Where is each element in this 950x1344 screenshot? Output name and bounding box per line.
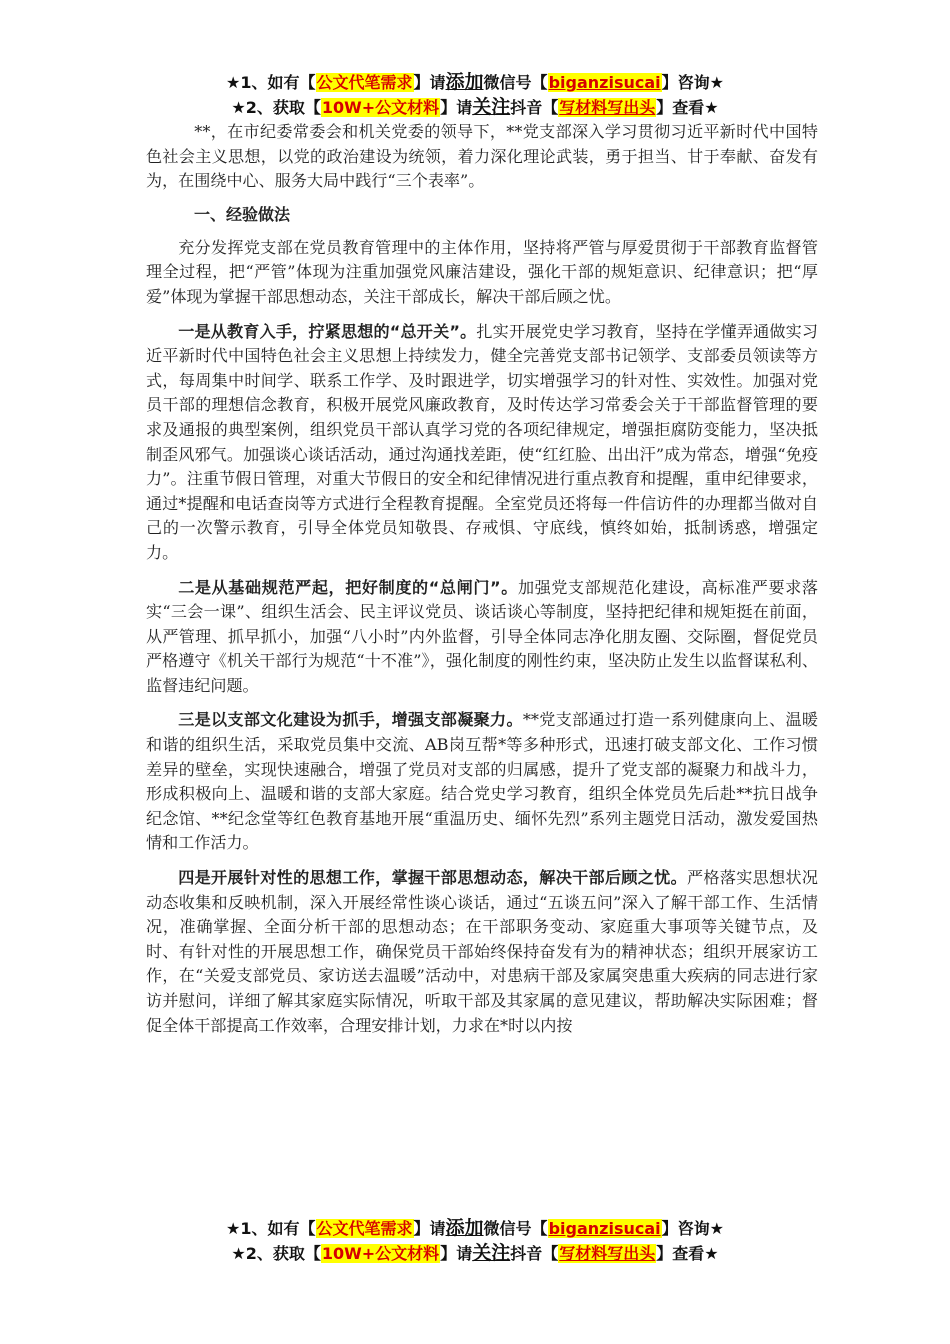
promo-text: 微信号【 <box>483 73 548 92</box>
point-text: **党支部通过打造一系列健康向上、温暖和谐的组织生活，采取党员集中交流、AB岗互帮*等多种形式，迅速打破支部文化、工作习惯差异的壁垒，实现快速融合，增强了党员对支部的归属感，提升了党支部的凝聚力和战斗力，形成积极向上、温暖和谐的支部大家庭。结合党史学习教育，组织全体党员先后赴**抗日战争纪念馆、**纪念堂等红色教育基地开展“重温历史、缅怀先烈”系列主题党日活动，激发爱国热情和工作活力。 <box>146 710 819 853</box>
promo-text: 】咨询★ <box>661 73 724 92</box>
point-paragraph-4 <box>146 866 818 1038</box>
promo-highlight: 公文代笔需求 <box>316 73 413 92</box>
promo-text: ★2、获取【 <box>231 1244 321 1263</box>
promo-emphasis: 关注 <box>472 1242 511 1264</box>
point-text: 扎实开展党史学习教育，坚持在学懂弄通做实习近平新时代中国特色社会主义思想上持续发力，健全完善党支部书记领学、支部委员领读等方式，每周集中时间学、联系工作学、及时跟进学，切实增强学习的针对性、实效性。加强对党员干部的理想信念教育，积极开展党风廉政教育，及时传达学习常委会关于干部监督管理的要求及通报的典型案例，组织党员干部认真学习党的各项纪律规定，增强拒腐防变能力，坚决抵制歪风邪气。加强谈心谈话活动，通过沟通找差距，使“红红脸、出出汗”成为常态，增强“免疫力”。注重节假日管理，对重大节假日的安全和纪律情况进行重点教育和提醒，重申纪律要求，通过*提醒和电话查岗等方式进行全程教育提醒。全室党员还将每一件信访件的办理都当做对自己的一次警示教育，引导全体党员知敬畏、存戒惧、守底线，慎终如始，抵制诱惑，增强定力。 <box>146 321 819 562</box>
promo-text: 】咨询★ <box>661 1219 724 1238</box>
point-lead: 一是从教育入手，拧紧思想的“总开关”。 <box>178 321 477 341</box>
point-paragraph-1 <box>146 320 818 566</box>
section-paragraph: 充分发挥党支部在党员教育管理中的主体作用，坚持将严管与厚爱贯彻于干部教育监督管理全过程，把“严管”体现为注重加强党风廉洁建设，强化干部的规矩意识、纪律意识；把“厚爱”体现为掌握干部思想动态，关注干部成长，解决干部后顾之忧。 <box>146 237 818 306</box>
promo-line-1 <box>0 70 950 95</box>
promo-text: 抖音【 <box>510 1244 559 1263</box>
promo-douyin-id: 写材料写出头 <box>559 98 656 117</box>
point-lead: 二是从基础规范严起，把好制度的“总闸门”。 <box>178 577 518 597</box>
promo-text: 抖音【 <box>510 98 559 117</box>
promo-text: 微信号【 <box>483 1219 548 1238</box>
promo-highlight: 公文代笔需求 <box>316 1219 413 1238</box>
promo-text: 】请 <box>413 73 446 92</box>
promo-line-1 <box>0 1216 950 1241</box>
promo-emphasis: 关注 <box>472 96 511 118</box>
top-promo-banner <box>0 70 950 120</box>
section-heading: 一、经验做法 <box>194 204 291 224</box>
promo-highlight: 10W+公文材料 <box>321 98 440 117</box>
promo-text: ★2、获取【 <box>231 98 321 117</box>
point-text: 严格落实思想状况动态收集和反映机制，深入开展经常性谈心谈话，通过“五谈五问”深入了解干部工作、生活情况，准确掌握、全面分析干部的思想动态；在干部职务变动、家庭重大事项等关键节点，及时、有针对性的开展思想工作，确保党员干部始终保持奋发有为的精神状态；组织开展家访工作，在“关爱支部党员、家访送去温暖”活动中，对患病干部及家属突患重大疾病的同志进行家访并慰问，详细了解其家庭实际情况，听取干部及其家属的意见建议，帮助解决实际困难；督促全体干部提高工作效率，合理安排计划，力求在*时以内按 <box>146 868 819 1035</box>
promo-wechat-id: biganzisucai <box>548 1219 661 1238</box>
promo-wechat-id: biganzisucai <box>548 73 661 92</box>
promo-emphasis: 添加 <box>445 71 484 93</box>
promo-text: 】请 <box>440 1244 473 1263</box>
promo-text: 】查看★ <box>656 1244 719 1263</box>
promo-text: 】查看★ <box>656 98 719 117</box>
intro-paragraph: **，在市纪委常委会和机关党委的领导下，**党支部深入学习贯彻习近平新时代中国特色社会主义思想，以党的政治建设为统领，着力深化理论武装，勇于担当、甘于奉献、奋发有为，在围绕中心、服务大局中践行“三个表率”。 <box>146 122 818 191</box>
promo-highlight: 10W+公文材料 <box>321 1244 440 1263</box>
promo-line-2 <box>0 95 950 120</box>
promo-text: 】请 <box>413 1219 446 1238</box>
point-paragraph-2 <box>146 576 818 699</box>
promo-text: ★1、如有【 <box>226 1219 316 1238</box>
promo-emphasis: 添加 <box>445 1217 484 1239</box>
promo-text: ★1、如有【 <box>226 73 316 92</box>
point-text: 加强党支部规范化建设，高标准严要求落实“三会一课”、组织生活会、民主评议党员、谈话谈心等制度，坚持把纪律和规矩挺在前面，从严管理、抓早抓小，加强“八小时”内外监督，引导全体同志净化朋友圈、交际圈，督促党员严格遵守《机关干部行为规范“十不准”》，强化制度的刚性约束，坚决防止发生以监督谋私利、监督违纪问题。 <box>146 577 818 695</box>
promo-text: 】请 <box>440 98 473 117</box>
promo-line-2 <box>0 1241 950 1266</box>
point-lead: 三是以支部文化建设为抓手，增强支部凝聚力。 <box>178 710 523 730</box>
bottom-promo-banner <box>0 1216 950 1266</box>
document-body <box>146 120 818 1038</box>
promo-douyin-id: 写材料写出头 <box>559 1244 656 1263</box>
point-lead: 四是开展针对性的思想工作，掌握干部思想动态，解决干部后顾之忧。 <box>178 868 688 888</box>
point-paragraph-3 <box>146 708 818 856</box>
